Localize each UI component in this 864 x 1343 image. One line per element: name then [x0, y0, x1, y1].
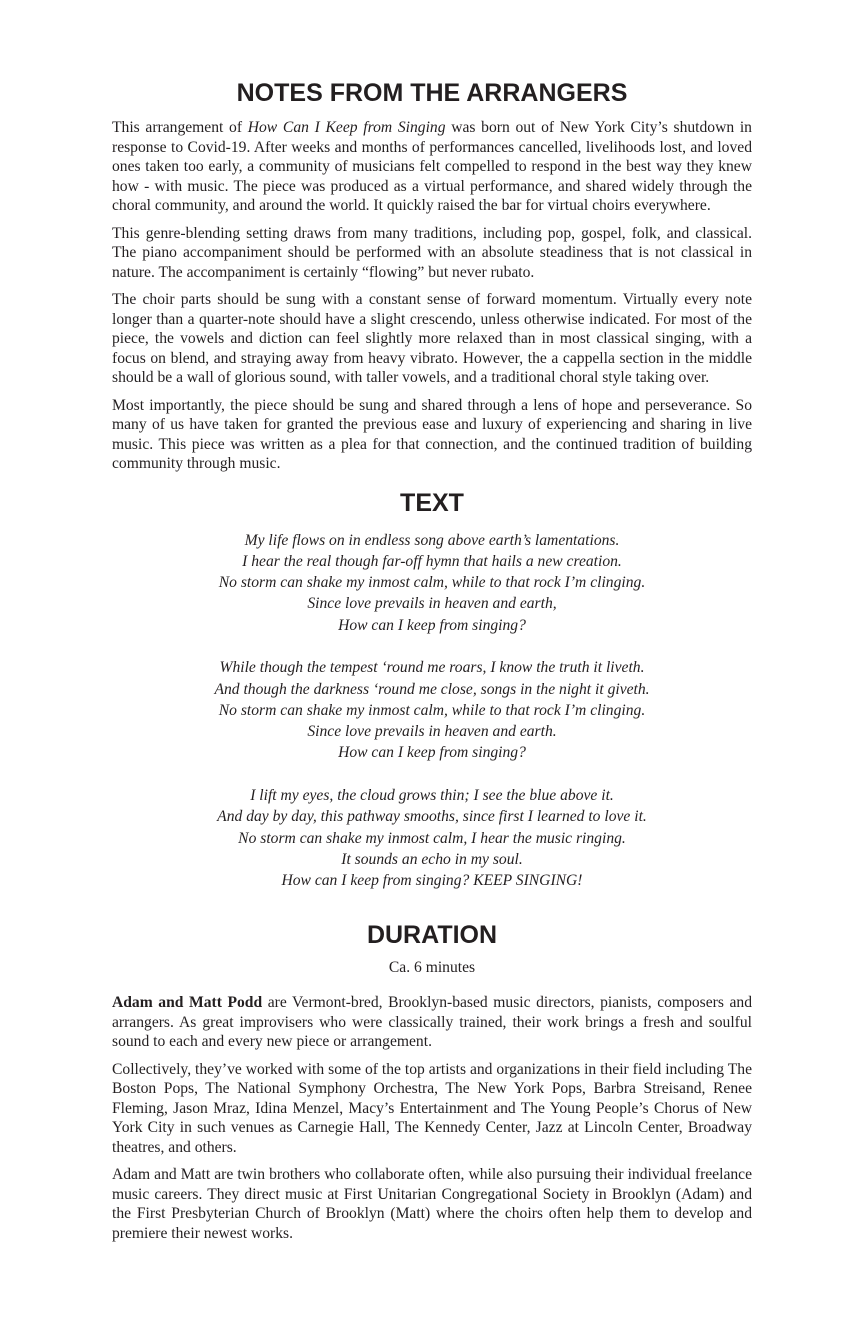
bio-p1-after: are Vermont-bred, Brooklyn-based music directors, pianists, composers and arrangers. As great improvisers who were classically trained, their work brings a fresh and soulful sound to each and every new piece or arrangement. [112, 994, 752, 1051]
lyric-line: I hear the real though far-off hymn that hails a new creation. [242, 552, 622, 570]
bio-paragraph-3: Adam and Matt are twin brothers who collaborate often, while also pursuing their individual freelance music careers. They direct music at First Unitarian Congregational Society in Brooklyn (Adam) and the First Presbyterian Church of Brooklyn (Matt) where the choirs often help them to develop and premiere their newest works. [112, 1166, 752, 1242]
lyric-line: Since love prevails in heaven and earth, [307, 595, 557, 613]
lyric-line: No storm can shake my inmost calm, while to that rock I’m clinging. [218, 574, 646, 592]
duration-value: Ca. 6 minutes [388, 958, 476, 976]
lyric-line: And though the darkness ‘round me close, songs in the night it giveth. [214, 680, 650, 698]
lyric-line: While though the tempest ‘round me roars, I know the truth it liveth. [219, 659, 645, 677]
stanza-1 [112, 530, 752, 636]
duration-heading: DURATION [366, 920, 498, 949]
notes-paragraph-4: Most importantly, the piece should be sung and shared through a lens of hope and perseverance. So many of us have taken for granted the previous ease and luxury of experiencing and sharing in live music. This piece was written as a plea for that connection, and the continued tradition of building community through music. [112, 396, 752, 472]
lyric-line: How can I keep from singing? [338, 744, 526, 762]
stanza-3 [112, 785, 752, 891]
stanza-2 [112, 657, 752, 763]
notes-p1-after: was born out of New York City’s shutdown in response to Covid-19. After weeks and months of performances cancelled, livelihoods lost, and loved ones taken too early, a community of musicians felt compelled to respond in the best way they knew how - with music. The piece was produced as a virtual performance, and shared widely through the choral community, and around the world. It quickly raised the bar for virtual choirs everywhere. [112, 119, 752, 214]
lyric-line: It sounds an echo in my soul. [341, 850, 523, 868]
text-heading: TEXT [400, 488, 464, 517]
notes-paragraph-2: This genre-blending setting draws from many traditions, including pop, gospel, folk, and classical. The piano accompaniment should be performed with an absolute steadiness that is not classical in nature. The accompaniment is certainly “flowing” but never rubato. [112, 224, 752, 281]
bio-paragraph-1 [112, 993, 752, 1052]
lyric-line: No storm can shake my inmost calm, while to that rock I’m clinging. [218, 701, 646, 719]
notes-paragraph-1 [112, 118, 752, 216]
notes-paragraph-3: The choir parts should be sung with a constant sense of forward momentum. Virtually every note longer than a quarter-note should have a slight crescendo, unless otherwise indicated. For most of the piece, the vowels and diction can feel slightly more relaxed than in most classical singing, with a focus on blend, and straying away from heavy vibrato. However, the a cappella section in the middle should be a wall of glorious sound, with taller vowels, and a traditional choral style taking over. [112, 291, 752, 386]
bio-paragraph-2: Collectively, they’ve worked with some of the top artists and organizations in their field including The Boston Pops, The National Symphony Orchestra, The New York Pops, Barbra Streisand, Renee Fleming, Jason Mraz, Idina Menzel, Macy’s Entertainment and The Young People’s Chorus of New York City in such venues as Carnegie Hall, The Kennedy Center, Jazz at Lincoln Center, Broadway theatres, and others. [112, 1060, 752, 1156]
notes-heading: NOTES FROM THE ARRANGERS [236, 79, 628, 107]
lyric-line: Since love prevails in heaven and earth. [307, 723, 557, 741]
lyric-line: No storm can shake my inmost calm, I hear the music ringing. [238, 829, 626, 847]
lyric-line: How can I keep from singing? KEEP SINGING! [281, 872, 583, 890]
piece-title: How Can I Keep from Singing [247, 119, 446, 136]
lyric-line: I lift my eyes, the cloud grows thin; I see the blue above it. [250, 787, 614, 805]
notes-p1-before: This arrangement of [112, 119, 248, 136]
lyric-line: And day by day, this pathway smooths, since first I learned to love it. [217, 808, 647, 826]
document-page [112, 0, 752, 1251]
lyric-line: My life flows on in endless song above earth’s lamentations. [244, 531, 620, 549]
arranger-names: Adam and Matt Podd [112, 994, 263, 1012]
lyric-line: How can I keep from singing? [338, 616, 526, 634]
